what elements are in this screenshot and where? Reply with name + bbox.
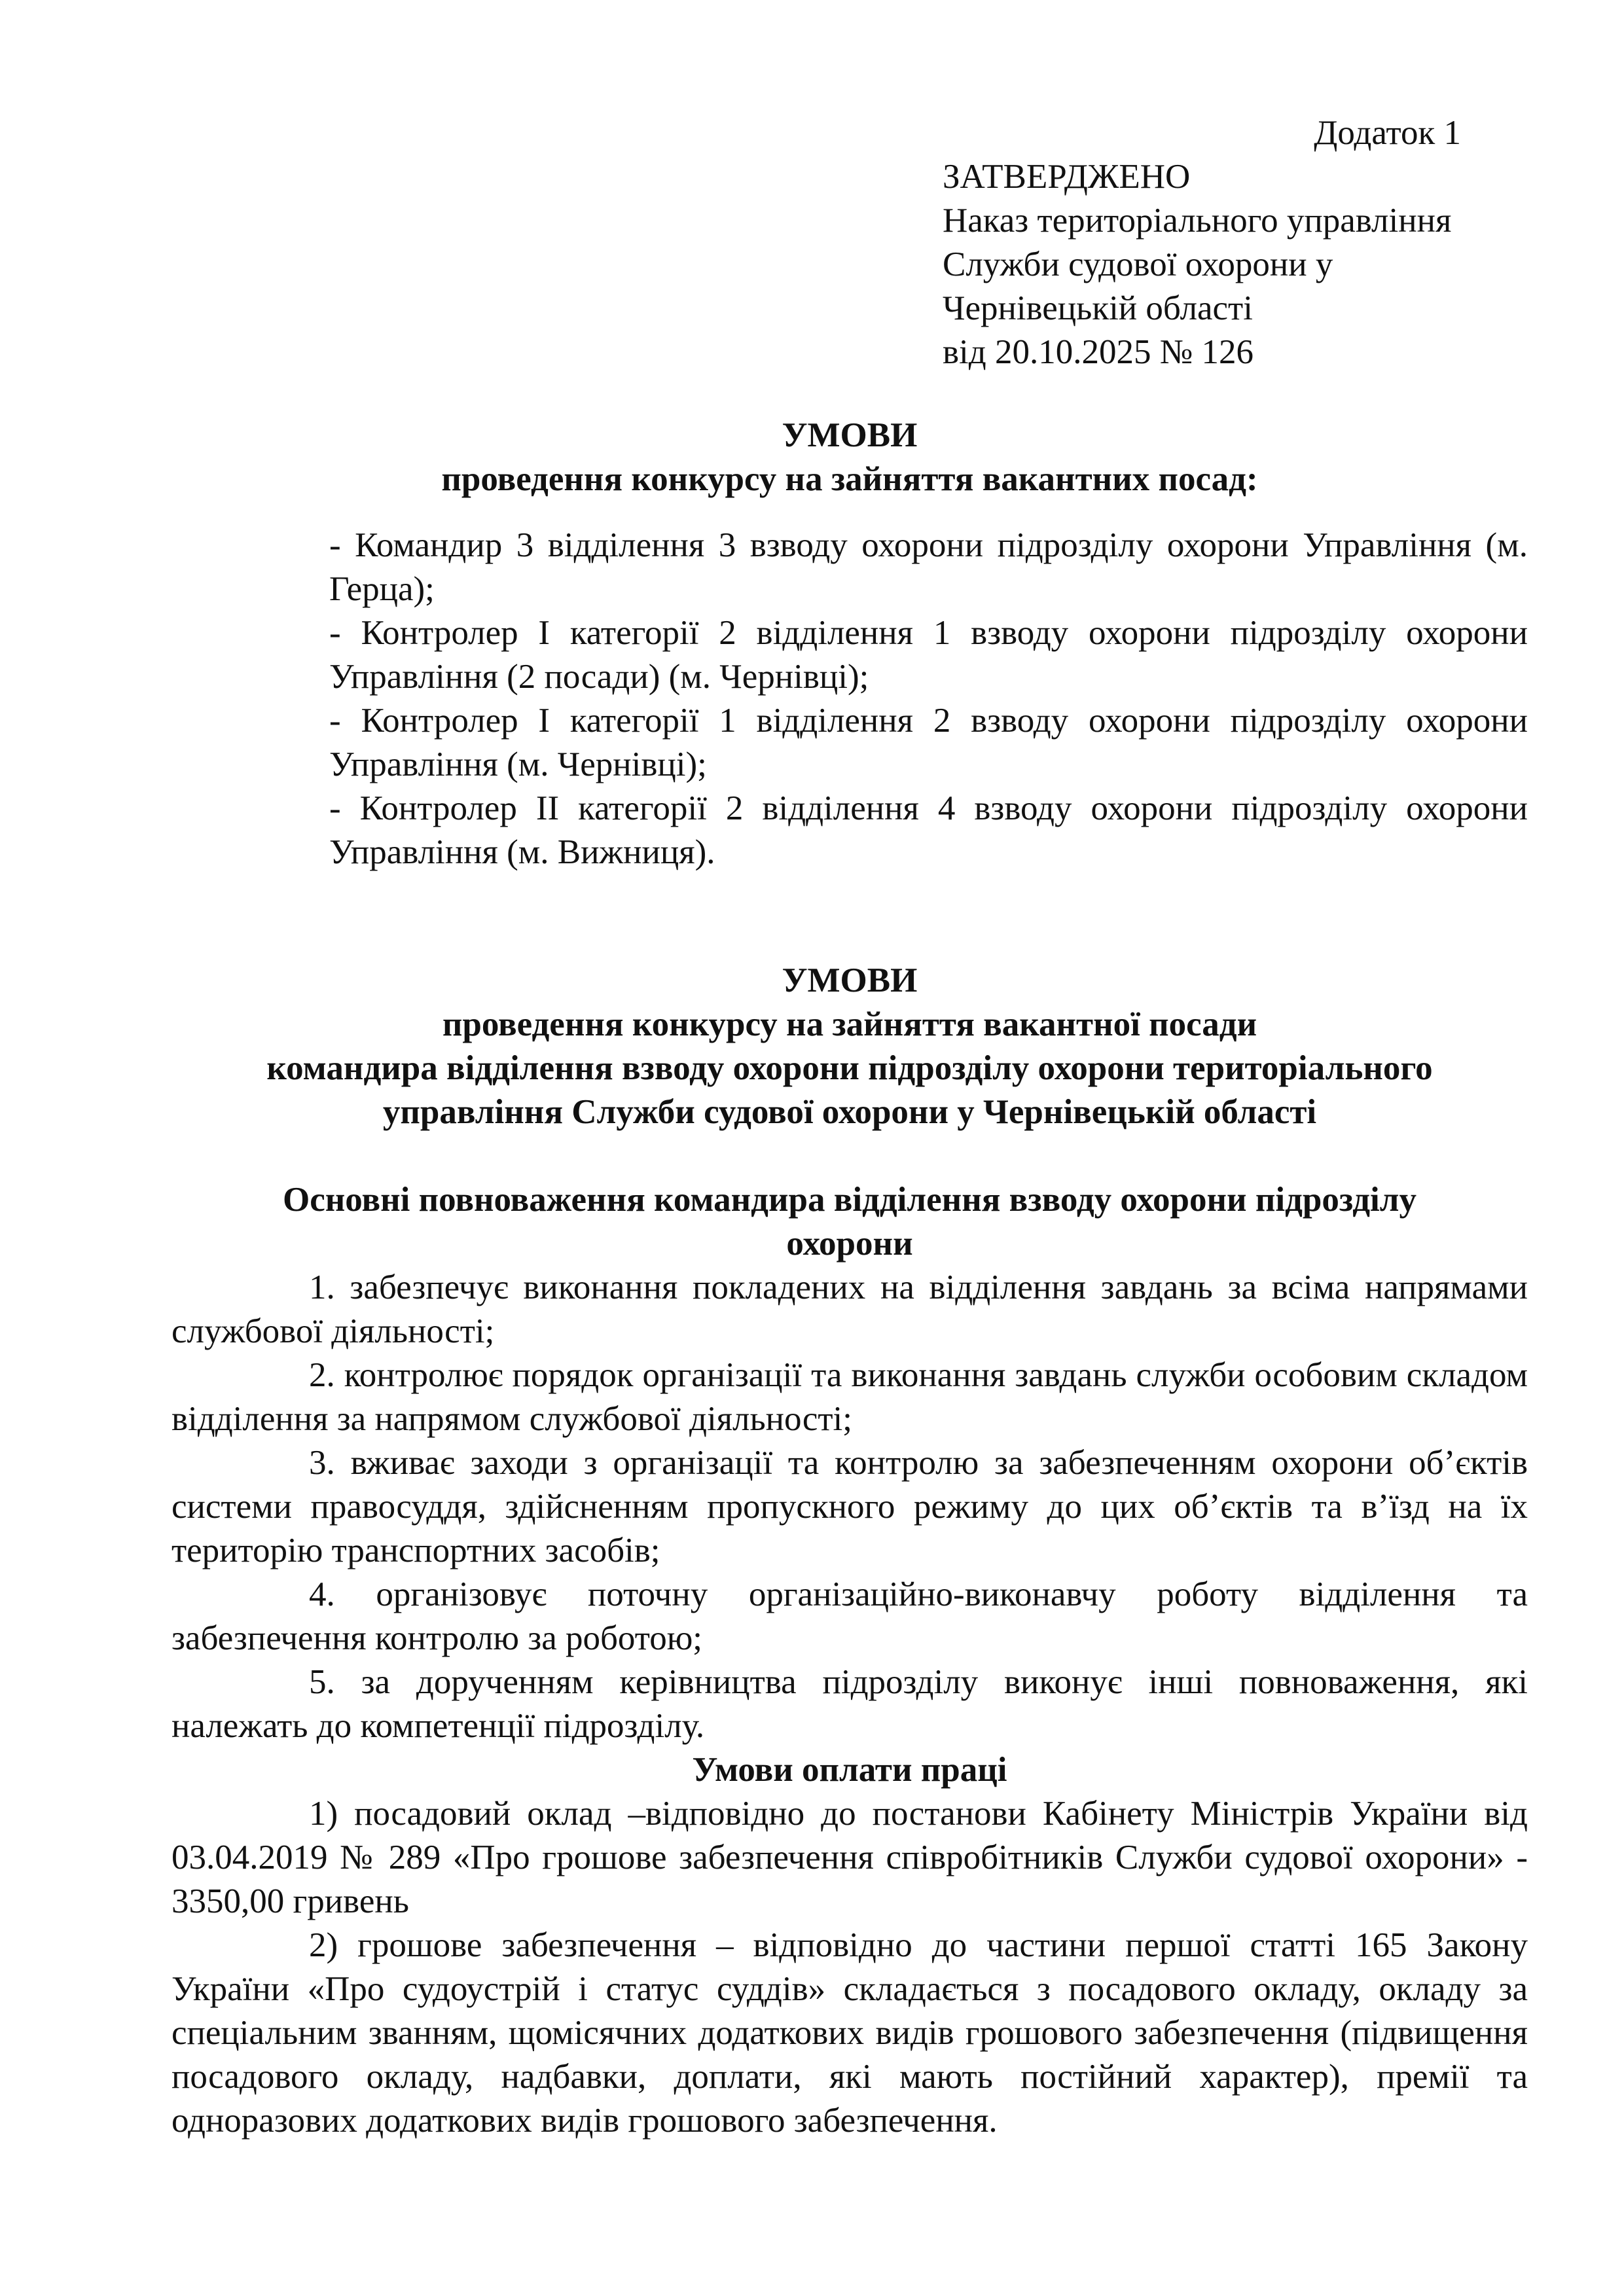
salary-heading: Умови оплати праці xyxy=(692,1751,1007,1789)
conditions-subtitle-2-line-3: управління Служби судової охорони у Чернівецькій області xyxy=(382,1093,1317,1131)
powers-item: 1. забезпечує виконання покладених на відділення завдань за всіма напрямами службової діяльності; xyxy=(171,1268,1528,1350)
vacancy-item: - Командир 3 відділення 3 взводу охорони підрозділу охорони Управління (м. Герца); xyxy=(329,526,1528,608)
powers-item: 4. організовує поточну організаційно-виконавчу роботу відділення та забезпечення контролю за роботою; xyxy=(171,1575,1528,1657)
annex-label: Додаток 1 xyxy=(1314,114,1461,152)
powers-section xyxy=(171,1178,1528,2143)
order-line-2: Служби судової охорони у xyxy=(943,245,1333,283)
powers-item: 3. вживає заходи з організації та контролю за забезпеченням охорони об’єктів системи правосуддя, здійсненням пропускного режиму до цих об’єктів та в’їзд на їх територію транспортних засобів; xyxy=(171,1444,1528,1570)
conditions-subtitle-2-line-2: командира відділення взводу охорони підрозділу охорони територіального xyxy=(266,1049,1433,1087)
powers-heading-line-2: охорони xyxy=(786,1225,913,1263)
powers-heading xyxy=(171,1178,1528,1266)
approved-label: ЗАТВЕРДЖЕНО xyxy=(943,158,1191,196)
approval-stamp-block xyxy=(943,111,1532,374)
salary-item: 1) посадовий оклад –відповідно до постанови Кабінету Міністрів України від 03.04.2019 № 289 «Про грошове забезпечення співробітників Служби судової охорони» - 3350,00 гривень xyxy=(171,1795,1528,1920)
order-date: від 20.10.2025 № 126 xyxy=(943,333,1254,371)
conditions-subtitle-2-line-1: проведення конкурсу на зайняття вакантної посади xyxy=(442,1005,1257,1043)
conditions-subtitle-1: проведення конкурсу на зайняття вакантних посад: xyxy=(441,460,1258,498)
order-line-3: Чернівецькій області xyxy=(943,289,1253,327)
vacancy-item: - Контролер І категорії 1 відділення 2 взводу охорони підрозділу охорони Управління (м. Чернівці); xyxy=(329,702,1528,783)
conditions-heading-2 xyxy=(171,959,1528,1134)
conditions-title-1: УМОВИ xyxy=(782,416,918,454)
conditions-title-2: УМОВИ xyxy=(782,961,918,999)
order-line-1: Наказ територіального управління xyxy=(943,202,1452,240)
salary-item: 2) грошове забезпечення – відповідно до частини першої статті 165 Закону України «Про судоустрій і статус суддів» складається з посадового окладу, окладу за спеціальним званням, щомісячних додаткових видів грошового забезпечення (підвищення посадового окладу, надбавки, доплати, які мають постійний характер), премії та одноразових додаткових видів грошового забезпечення. xyxy=(171,1926,1528,2140)
powers-item: 5. за дорученням керівництва підрозділу виконує інші повноваження, які належать до компетенції підрозділу. xyxy=(171,1663,1528,1745)
powers-heading-line-1: Основні повноваження командира відділення взводу охорони підрозділу xyxy=(283,1181,1416,1219)
vacancy-item: - Контролер І категорії 2 відділення 1 взводу охорони підрозділу охорони Управління (2 посади) (м. Чернівці); xyxy=(329,614,1528,696)
vacancy-item: - Контролер ІІ категорії 2 відділення 4 взводу охорони підрозділу охорони Управління (м. Вижниця). xyxy=(329,789,1528,871)
powers-item: 2. контролює порядок організації та виконання завдань служби особовим складом відділення за напрямом службової діяльності; xyxy=(171,1356,1528,1438)
conditions-heading-1 xyxy=(171,414,1528,501)
vacancy-list xyxy=(329,524,1528,874)
